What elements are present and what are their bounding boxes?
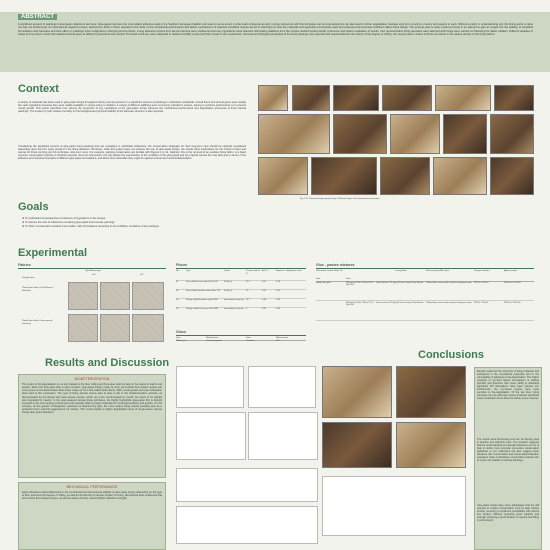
- recipes-cell: Open Weave 175 (g/m2) From Lining: Plain-Weave: [376, 281, 424, 284]
- flours-header-type: Type: [186, 270, 191, 272]
- fabrics-rule: [18, 268, 166, 269]
- recipes-cell: [316, 302, 346, 320]
- flours-row: [176, 307, 306, 316]
- context-photo-11: [490, 114, 534, 154]
- abstract-title: ABSTRACT: [18, 14, 57, 20]
- goal-item-1: ❖ To understand consequences of selection of ingredients in the recipes.: [22, 217, 106, 220]
- glues-header-form: Form: [246, 337, 251, 339]
- recipes-cell: Wheat flour F50 / Wheat F55 / Rye F80: [346, 281, 374, 287]
- recipes-header-mixture: Glue-paste mixture Ratio 1:6: [316, 270, 343, 272]
- flours-cell: Intermediate (coarse): [224, 308, 244, 310]
- glues-header-bloom: Bloom grade: [276, 337, 288, 339]
- results-chart-1: [176, 412, 246, 460]
- recipes-header-row: [316, 270, 534, 278]
- fabrics-col-x25: x25: [140, 274, 144, 276]
- recipes-cell: Wheat flour F50 / Wheat T55 / Rye F80: [346, 301, 374, 307]
- recipes-subheader-flour: Flour: [346, 278, 351, 280]
- fabric-sample-5: [100, 314, 130, 342]
- flours-header-no: No.: [176, 270, 180, 272]
- fabric-sample-4: [68, 314, 98, 342]
- results-chart-2: [248, 412, 318, 460]
- glues-header-type: Type: [176, 337, 181, 339]
- context-photo-6: [494, 85, 534, 111]
- flours-cell: Fine milled Flourtaile wheat flour T55: [186, 290, 221, 292]
- recipes-body: [316, 281, 534, 321]
- goal-item-2-text: To discuss the care of collections containing glue-paste lined canvas paintings.: [25, 221, 116, 224]
- context-photo-7: [258, 114, 330, 154]
- recipes-cell: WG1-6 / RG1-6: [474, 281, 489, 284]
- goals-title: Goals: [18, 201, 49, 213]
- recipes-header-aged: Aged samples: [504, 270, 518, 272]
- conclusions-paragraph-2: The results were illuminating and can be directly used in practice and collection care. The research suggests that the understanding of materials behaviour can be of help to define more accurate preventive conservation guidelines in our collections but also suggest lower tolerance risk. Conservators and conservation/collection managers make in laboratory conservation practice aim to ensure the stability of canvas paintings.: [477, 438, 539, 463]
- glues-cell-bloom: 100: [276, 339, 280, 342]
- goal-item-1-text: To understand consequences of selection of ingredients in the recipes.: [25, 217, 106, 220]
- context-paragraph-2: Considering the significant amount of glue-paste lined paintings that are nowadays in worldwide collections, the conservation strategies for their long-term care should be carefully considered depending upon the four types present in the lining adhesive. Moreover, while this project does not endorse the use of glue-paste linings, the results have implications for the choice of flour and canvas for those carrying out this technique. And even more. For example, painting conservators are familiar with Figures 1 to 12, clashing: this is the removal of an auxiliary lining fabric, is a basic common conservation practice in Southern Europe. Such an intervention not only allows the examination of the condition of the glue-paste and the original canvas but may also give a sense of the adhesive and cohesive strengths of different glue paste formulations, and about how vulnerable they might be against environment and biodeterioration.: [18, 145, 246, 161]
- fabric-sample-2: [100, 282, 130, 310]
- context-photo-14: [380, 157, 430, 195]
- flours-table: [176, 270, 306, 316]
- flours-cell: 0.51: [262, 281, 267, 283]
- flours-cell: 00 (fine): [224, 290, 232, 292]
- context-title: Context: [18, 83, 59, 95]
- mechanical-body: Early indications show differences in the mechanical and dimensional stability of glue-paste linings depending on the type of flour used and the degree of milling, as well as the density of canvas chosen for lining. Mechanical tests evidenced that semi-whole flour-based recipes, as well as weave density, caused higher adhesive strength.: [22, 491, 162, 501]
- context-photo-9: [390, 114, 440, 154]
- context-photo-16: [490, 157, 534, 195]
- flours-cell: 0.24: [276, 290, 281, 292]
- flours-cell: 13: [246, 290, 249, 292]
- flours-cell: F1: [176, 281, 179, 283]
- recipes-cell: Rabbit skin glue: [316, 281, 331, 284]
- recipes-table: [316, 270, 534, 321]
- results-table-3: [176, 506, 318, 544]
- goal-item-3-text: To inform conservators towards more stable / safe formulations according to the exhibition conditions of the paintings.: [25, 225, 160, 228]
- fabrics-header: Light Microscopy: [85, 270, 101, 272]
- results-chart-4: [322, 476, 466, 536]
- results-photo-2: [396, 366, 466, 418]
- flours-cell: Fine milled Durum wheat flour F50: [186, 281, 218, 283]
- context-photo-13: [311, 157, 377, 195]
- fabrics-row-label-3: Plainfd linen fabric (Linen-weave / Sartorine): [22, 320, 54, 325]
- context-photo-8: [333, 114, 387, 154]
- flours-cell: 0.32: [276, 299, 281, 301]
- goal-item-2: ❖ To discuss the care of collections containing glue-paste lined canvas paintings.: [22, 221, 116, 224]
- biodeterioration-body: The extent of bio-degradation is not only related to the flour milling and flour-glue ratio but also to the nature of starch and protein. When the flour-glue ratio is kept constant, glue-paste linings made up from semi-whole flour-based recipes are more prone to bio-deterioration than those made up from fine-milled white flours. With mould growth and pest infestation tests lead to this conclusion. The type of lining canvas seems also to play a role in the biodeterioration process, as demonstrated by the linings with open-weave canvas, which are more contaminated by mould, but seem to be slightly less degraded by insects. In the open-weaved canvas lining technique, the highly hydrophilic glue-paste film is directly exposed to the surrounding environment and possibly offers a better substrate for mould germination and growth. On the contrary, as the growth of Stegobium paniceum is favoured by light, the more weave lining canvas possibly acts as a protection from external aggressions for insects. This could explain a higher degradation level of close-weave canvas linings after pest infestation.: [22, 383, 162, 415]
- flours-cell: 0.64: [262, 299, 267, 301]
- context-paragraph-1: A variety of materials has been used in glue-paste linings throughout history and are present in a significant amount of paintings in collections worldwide. Cereal flours and animal glues were usually the main ingredients because they were readily available or simply owing to tradition. A variety of different additives were commonly included in recipes, aiming to enhance performance or to prevent mould growth. This poster describes how varying the proportion of key ingredients of the glue-paste recipe influence the mechanical performance and degradation processes of lined canvas paintings. The impact of cyclic relative humidity on the biological and physical stability of the laminate structure is also reported.: [18, 101, 246, 114]
- flours-row: [176, 298, 306, 307]
- flours-cell: 0.55: [262, 290, 267, 292]
- fabrics-col-x10: x10: [92, 274, 96, 276]
- context-photo-3: [333, 85, 379, 111]
- abstract-band: [0, 12, 550, 72]
- context-photo-4: [382, 85, 432, 111]
- mechanical-title: MECHANICAL PERFORMANCE: [66, 485, 118, 489]
- recipes-cell: Plainfd linen canvas with oil paint and gesso layer: [426, 301, 472, 304]
- context-photo-2: [292, 85, 330, 111]
- conclusions-paragraph-3: Glue-paste linings have some advantages that are still relevant to modern conservation such as high surface tension (ensuring re-treatment possibilities with almost any binder), stiffness (ensuring good support) and strength (ensuring a good fixation of cupping and lifting in paint layers).: [477, 504, 539, 523]
- context-photo-15: [433, 157, 487, 195]
- recipes-cell: Plainfd linen canvas with oil paint and gesso layer: [426, 281, 472, 284]
- abstract-body: A significant amount of paintings in European collections are lined. Glue-paste has been the most widely adhesive used in the Southern European tradition and used to some extent in other parts of Europe as well. Linings carried out with this technique can be long-lasting but can also lead to further degradation. Recipes vary from country to country and experts to each. Without a clarity in understanding why this lining works or does not was not forthcoming. An international research project, lasting from 2011 to 2014, devoted to the study of the mechanical performance and failure mechanisms of selected simplified recipes aimed to shed light on how the materials and application techniques used and external environmental conditions affect these linings. The purpose was to study mock-up linings in an attempt to gain an insight into the stability of simplified formulations and canvases and their effect on paintings when subjected to changing environments. Lining adhesive recipes from all over Europe were studied and two key ingredients were selected. Eliminating additives from the recipes studied would provide coherence and clearer evaluation of results. Two representative lining canvases were selected and linings were carried out following the Italian tradition. Different qualities of wheat and rye flours mixed with selected animal glues at different proportions were tested. The lined mock-ups were subjected to relative humidity cycles and their impact in the mechanical, chemical and biological properties of the lined paintings was reported with special attention the effects of the degree of milling, the cereal protein content of flours as well as to the weave density of the lining fabrics.: [18, 23, 533, 37]
- glues-table: [176, 337, 306, 342]
- context-photo-1: [258, 85, 288, 111]
- flours-row: [176, 280, 306, 289]
- fabrics-row-label-1: Sample fabric: [22, 277, 35, 279]
- recipes-header-fabric: Lining fabric: [395, 270, 407, 272]
- results-table-2: [248, 366, 316, 408]
- recipes-row: [316, 281, 534, 301]
- results-photo-3: [322, 422, 392, 468]
- flours-header-ratio: Amylose / amylopectin ratio: [276, 270, 302, 272]
- glues-row-1: [176, 340, 306, 343]
- flours-label: Flours: [176, 263, 187, 267]
- flours-cell: Rough milled Semoline wheat F80: [186, 299, 218, 301]
- fabrics-label: Fabrics: [18, 263, 31, 267]
- recipes-rule: [316, 268, 534, 269]
- flours-header-grade: Grade: [224, 270, 230, 272]
- results-photo-1: [322, 366, 392, 418]
- flours-cell: F3: [176, 299, 179, 301]
- flours-rule: [176, 268, 306, 269]
- fabric-sample-1: [68, 282, 98, 310]
- experimental-title: Experimental: [18, 247, 88, 259]
- flours-cell: F2: [176, 290, 179, 292]
- recipes-header-mockup: Mock-up lining RH cycles: [426, 270, 450, 272]
- flours-cell: Rough milled Durum rye flour RFM: [186, 308, 219, 310]
- results-table-1: [176, 366, 244, 408]
- glues-cell-manufacturer: Kremer Pigmente: [206, 339, 223, 342]
- flours-cell: 0.26: [276, 281, 281, 283]
- fabrics-row-label-2: Plainfd linen fabric (Dahl-Weaver / Belleville): [22, 287, 54, 292]
- recipes-subheader-glue: Glue: [316, 278, 321, 280]
- recipes-label: Glue - pastes mixtures: [316, 263, 355, 267]
- flours-cell: 0.82: [262, 308, 267, 310]
- flours-row: [176, 289, 306, 298]
- flours-header-ash: Ash %: [262, 270, 269, 272]
- flours-header-protein: Protein content %: [246, 270, 260, 275]
- flours-cell: 9: [246, 308, 248, 310]
- context-figure-caption: Fig. 1-12: Removal of glue-paste linings. Different stages of the detachment procedure.: [300, 198, 381, 200]
- glues-cell-type: Rabbit glue: [176, 339, 187, 342]
- context-photo-5: [435, 85, 491, 111]
- recipes-row: [316, 301, 534, 321]
- results-photo-4: [396, 422, 466, 468]
- context-photo-10: [443, 114, 487, 154]
- recipes-header-unaged: Unaged samples: [474, 270, 490, 272]
- fabric-sample-3: [132, 282, 164, 310]
- conclusions-title: Conclusions: [418, 349, 485, 361]
- conclusions-paragraph-1: Results evidenced the influence of lining materials and techniques in the mechanical properties and in the vulnerability of paintings to bio-deterioration. The higher reactivity of rye-flour based formulations to relative humidity and therefore their lower ability to withstand significant RH fluctuations have been pointed out. Furthermore, the rye-based recipes were more sensitive to bio-degradation. Of the two linen lining canvases the one with open weave produced significant lower contraction forces than the closely woven canvas.: [477, 370, 539, 401]
- flours-cell: 12.1: [246, 281, 251, 283]
- recipes-cell: WD1-6a / RD1-6a: [504, 301, 521, 304]
- results-title: Results and Discussion: [45, 357, 170, 369]
- flours-cell: 0.30: [276, 308, 281, 310]
- glues-cell-form: Granules: [246, 339, 255, 342]
- recipes-cell: WG1-6a / RG1-6a: [504, 281, 521, 284]
- results-chart-3: [176, 468, 318, 502]
- biodeterioration-title: BIODETERIORATION: [74, 377, 110, 381]
- flours-body: [176, 280, 306, 316]
- glues-header-manufacturer: Manufacturer: [206, 337, 219, 339]
- goal-item-3: ❖ To inform conservators towards more stable / safe formulations according to the exhibition conditions of the paintings.: [22, 225, 160, 228]
- glues-rule: [176, 335, 306, 336]
- recipes-cell: Dense weave 270 (g/m2) From Lining: Plain-Weave: [376, 301, 424, 304]
- recipes-cell: WD1-6 / RD1-6: [474, 301, 489, 304]
- context-photo-12: [258, 157, 308, 195]
- flours-cell: 11.7: [246, 299, 250, 301]
- flours-cell: F4: [176, 308, 179, 310]
- flours-header-row: [176, 270, 306, 280]
- glues-label: Glues: [176, 330, 186, 334]
- fabric-sample-6: [132, 314, 164, 342]
- flours-cell: 00 (fine): [224, 281, 232, 283]
- flours-cell: Intermediate (coarse): [224, 299, 244, 301]
